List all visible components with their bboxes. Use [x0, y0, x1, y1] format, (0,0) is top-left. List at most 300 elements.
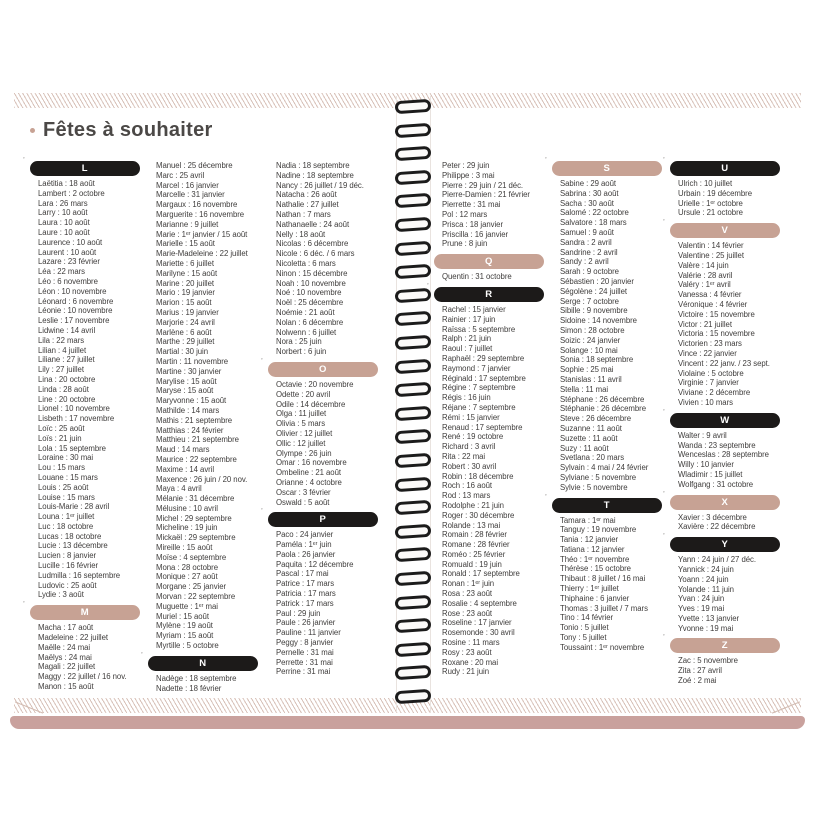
name-day-entry: Léonie : 10 novembre — [38, 306, 113, 316]
name-day-entry: Pol : 12 mars — [442, 209, 488, 219]
section-header-Q: Q — [434, 254, 544, 269]
spiral-coil — [395, 642, 432, 657]
name-day-entry: Myrtille : 5 octobre — [156, 641, 219, 651]
name-day-entry: Mireille : 15 août — [156, 543, 213, 553]
name-day-entry: Urbain : 19 décembre — [678, 188, 752, 198]
section-header-T: T — [552, 498, 662, 513]
name-day-entry: Valentin : 14 février — [678, 241, 744, 251]
name-day-entry: Maud : 14 mars — [156, 445, 210, 455]
section-header-W: W — [670, 413, 780, 428]
spiral-coil — [395, 571, 432, 586]
spiral-coil — [395, 429, 432, 444]
title-bullet-dot — [30, 128, 35, 133]
name-day-entry: Rosalie : 4 septembre — [442, 598, 517, 608]
name-day-entry: Sandy : 2 avril — [560, 257, 609, 267]
name-day-entry: Zac : 5 novembre — [678, 656, 738, 666]
name-day-entry: Loïs : 21 juin — [38, 433, 82, 443]
name-day-entry: Marcelle : 31 janvier — [156, 190, 225, 200]
name-day-entry: Ulrich : 10 juillet — [678, 179, 733, 188]
name-day-entry: Tatiana : 12 janvier — [560, 544, 625, 554]
section-header-L: L — [30, 161, 140, 176]
name-day-entry: Sabrina : 30 août — [560, 188, 619, 198]
section-R — [427, 281, 544, 302]
name-day-entry: Patricia : 17 mars — [276, 589, 336, 599]
section-U — [663, 156, 780, 176]
name-day-entry: Yves : 19 mai — [678, 604, 725, 614]
name-day-entry: Wenceslas : 28 septembre — [678, 450, 769, 460]
spiral-coil — [395, 689, 432, 704]
name-day-entry: Ninon : 15 décembre — [276, 268, 348, 278]
name-day-entry: Prisca : 18 janvier — [442, 219, 504, 229]
name-day-entry: Roseline : 17 janvier — [442, 618, 512, 628]
spiral-coil — [395, 406, 432, 421]
name-day-entry: Priscilla : 16 janvier — [442, 229, 509, 239]
name-day-entry: Thomas : 3 juillet / 7 mars — [560, 603, 648, 613]
name-day-entry: Yann : 24 juin / 27 déc. — [678, 555, 756, 565]
name-day-entry: Nicoletta : 6 mars — [276, 258, 336, 268]
name-day-entry: Matthieu : 21 septembre — [156, 435, 239, 445]
name-day-entry: Manon : 15 août — [38, 682, 94, 692]
name-day-entry: Pauline : 11 janvier — [276, 628, 341, 638]
name-day-entry: Yvan : 24 juin — [678, 594, 725, 604]
section-header-Z: Z — [670, 638, 780, 653]
name-day-entry: Rainier : 17 juin — [442, 314, 496, 324]
name-day-entry: Régine : 7 septembre — [442, 383, 516, 393]
section-P — [261, 507, 378, 527]
name-day-entry: Maya : 4 avril — [156, 484, 202, 494]
name-day-entry: Ronald : 17 septembre — [442, 569, 520, 579]
section-header-Y: Y — [670, 537, 780, 552]
name-day-entry: Thierry : 1ᵉʳ juillet — [560, 584, 619, 594]
section-T — [545, 492, 662, 513]
name-day-entry: Renaud : 17 septembre — [442, 422, 523, 432]
name-day-entry: Michel : 29 septembre — [156, 513, 232, 523]
name-day-entry: Perrette : 31 mai — [276, 657, 333, 667]
name-day-entry: Nolwenn : 6 juillet — [276, 327, 337, 337]
section-Q — [427, 249, 544, 269]
name-day-entry: Roch : 16 août — [442, 481, 493, 491]
name-day-entry: Noël : 25 décembre — [276, 298, 344, 308]
spiral-coil — [395, 358, 432, 373]
name-day-entry: Maëlys : 24 mai — [38, 652, 92, 662]
name-day-entry: Solange : 10 mai — [560, 345, 618, 355]
name-day-entry: Muriel : 15 août — [156, 611, 209, 621]
name-day-entry: Mona : 28 octobre — [156, 562, 218, 572]
column-4 — [427, 161, 544, 677]
name-day-entry: Tony : 5 juillet — [560, 633, 607, 643]
section-S — [545, 156, 662, 176]
name-day-entry: Wolfgang : 31 octobre — [678, 479, 754, 489]
name-day-entry: Léonard : 6 novembre — [38, 296, 114, 306]
name-day-entry: Lisbeth : 17 novembre — [38, 414, 115, 424]
spiral-coil — [395, 547, 432, 562]
name-day-entry: Tino : 14 février — [560, 613, 614, 623]
name-day-entry: Lara : 26 mars — [38, 198, 88, 208]
name-day-entry: Romain : 28 février — [442, 530, 507, 540]
name-day-entry: Lola : 15 septembre — [38, 443, 106, 453]
name-day-entry: Rodolphe : 21 juin — [442, 500, 504, 510]
right-page-edge — [430, 96, 431, 712]
name-day-entry: Marilyne : 15 août — [156, 268, 218, 278]
name-day-entry: Vincent : 22 janv. / 23 sept. — [678, 358, 770, 368]
name-day-entry: Natacha : 26 août — [276, 190, 337, 200]
section-header-X: X — [670, 495, 780, 510]
name-day-entry: Marjorie : 24 avril — [156, 317, 215, 327]
name-day-entry: Maxence : 26 juin / 20 nov. — [156, 474, 248, 484]
name-day-entry: Odette : 20 avril — [276, 389, 331, 399]
column-3 — [261, 161, 378, 677]
section-header-V: V — [670, 223, 780, 238]
name-day-entry: Marc : 25 avril — [156, 170, 205, 180]
name-day-entry: Léo : 6 novembre — [38, 276, 98, 286]
spiral-coil — [395, 382, 432, 397]
name-day-entry: Wladimir : 15 juillet — [678, 469, 743, 479]
name-day-entry: Réginald : 17 septembre — [442, 373, 526, 383]
name-day-entry: Olivier : 12 juillet — [276, 428, 333, 438]
left-page-edge — [396, 96, 397, 712]
name-day-entry: Marlène : 6 août — [156, 327, 212, 337]
name-day-entry: Richard : 3 avril — [442, 442, 496, 452]
name-day-entry: Olga : 11 juillet — [276, 409, 327, 419]
name-day-entry: Romuald : 19 juin — [442, 559, 502, 569]
section-tick-mark: ’ — [663, 532, 665, 542]
name-day-entry: Nelly : 18 août — [276, 229, 326, 239]
name-day-entry: Thiphaine : 6 janvier — [560, 593, 630, 603]
name-day-entry: Raoul : 7 juillet — [442, 344, 493, 354]
name-day-entry: Sébastien : 20 janvier — [560, 276, 634, 286]
section-header-S: S — [552, 161, 662, 176]
name-day-entry: Romane : 28 février — [442, 540, 510, 550]
name-day-entry: Tonio : 5 juillet — [560, 623, 609, 633]
spiral-coil — [395, 476, 432, 491]
name-day-entry: Lilian : 4 juillet — [38, 345, 87, 355]
name-day-entry: Sonia : 18 septembre — [560, 355, 634, 365]
name-day-entry: Lazare : 23 février — [38, 257, 100, 267]
name-day-entry: Maggy : 22 juillet / 16 nov. — [38, 672, 127, 682]
name-day-entry: Philippe : 3 mai — [442, 170, 495, 180]
name-day-entry: Viviane : 2 décembre — [678, 388, 751, 398]
spiral-coil — [395, 170, 432, 185]
name-day-entry: Zoé : 2 mai — [678, 676, 717, 686]
name-day-entry: Toussaint : 1ᵉʳ novembre — [560, 642, 645, 652]
section-V — [663, 218, 780, 238]
name-day-entry: Pierre : 29 juin / 21 déc. — [442, 180, 524, 190]
name-day-entry: Yvonne : 19 mai — [678, 623, 734, 633]
name-day-entry: Yannick : 24 juin — [678, 564, 734, 574]
name-day-entry: Stéphanie : 26 décembre — [560, 404, 646, 414]
name-day-entry: Louis : 25 août — [38, 482, 89, 492]
section-tick-mark: ’ — [663, 407, 665, 417]
name-day-entry: Sabine : 29 août — [560, 179, 616, 188]
name-day-entry: Mylène : 19 août — [156, 621, 213, 631]
name-day-entry: Wanda : 23 septembre — [678, 440, 756, 450]
name-day-entry: Nathanaelle : 24 août — [276, 219, 350, 229]
spiral-coil — [395, 240, 432, 255]
section-tick-mark: ’ — [427, 281, 429, 291]
name-day-entry: Lucas : 18 octobre — [38, 531, 102, 541]
name-day-entry: Xavière : 22 décembre — [678, 522, 756, 532]
name-day-entry: Moïse : 4 septembre — [156, 552, 227, 562]
section-header-U: U — [670, 161, 780, 176]
name-day-entry: Marie : 1ᵉʳ janvier / 15 août — [156, 229, 248, 239]
name-day-entry: Martine : 30 janvier — [156, 366, 222, 376]
name-day-entry: Rosine : 11 mars — [442, 638, 500, 648]
name-day-entry: Robert : 30 avril — [442, 461, 497, 471]
spiral-coil — [395, 122, 432, 137]
name-day-entry: Ludmilla : 16 septembre — [38, 570, 121, 580]
column-1 — [23, 156, 140, 692]
name-day-entry: Thibaut : 8 juillet / 16 mai — [560, 574, 646, 584]
name-day-entry: Luc : 18 octobre — [38, 521, 94, 531]
spiral-coil — [395, 193, 432, 208]
name-day-entry: Marcel : 16 janvier — [156, 180, 219, 190]
spiral-coil — [395, 335, 432, 350]
name-day-entry: Stéphane : 26 décembre — [560, 394, 645, 404]
section-Y — [663, 532, 780, 552]
name-day-entry: Paquita : 12 décembre — [276, 559, 354, 569]
name-day-entry: Pernelle : 31 mai — [276, 647, 334, 657]
name-day-entry: Rosa : 23 août — [442, 589, 493, 599]
name-day-entry: Nicole : 6 déc. / 6 mars — [276, 249, 355, 259]
name-day-entry: Noah : 10 novembre — [276, 278, 346, 288]
name-day-entry: Tanguy : 19 novembre — [560, 525, 637, 535]
name-day-entry: Madeleine : 22 juillet — [38, 633, 108, 643]
section-tick-mark: ’ — [23, 156, 25, 165]
name-day-entry: Rosy : 23 août — [442, 647, 492, 657]
name-day-entry: Manuel : 25 décembre — [156, 161, 233, 170]
spiral-coil — [395, 665, 432, 680]
name-day-entry: Nathalie : 27 juillet — [276, 200, 339, 210]
spiral-coil — [395, 311, 432, 326]
name-day-entry: Rachel : 15 janvier — [442, 304, 506, 314]
name-day-entry: Sylvie : 5 novembre — [560, 482, 628, 492]
name-day-entry: Marie-Madeleine : 22 juillet — [156, 249, 248, 259]
name-day-entry: Macha : 17 août — [38, 623, 94, 633]
name-day-entry: Léon : 10 novembre — [38, 286, 107, 296]
name-day-entry: Mathis : 21 septembre — [156, 415, 233, 425]
name-day-entry: Rolande : 13 mai — [442, 520, 501, 530]
section-header-R: R — [434, 287, 544, 302]
name-day-entry: Yolande : 11 juin — [678, 584, 734, 594]
name-day-entry: Martial : 30 juin — [156, 347, 209, 357]
section-header-O: O — [268, 362, 378, 377]
name-day-entry: Olympe : 26 juin — [276, 448, 332, 458]
name-day-entry: Paul : 29 juin — [276, 608, 321, 618]
name-day-entry: Loïc : 25 août — [38, 423, 85, 433]
name-day-entry: Pierrette : 31 mai — [442, 200, 501, 210]
name-day-entry: Stella : 11 mai — [560, 384, 609, 394]
name-day-entry: Lily : 27 juillet — [38, 365, 84, 375]
name-day-entry: Lucille : 16 février — [38, 561, 99, 571]
name-day-entry: Valéry : 1ᵉʳ avril — [678, 280, 731, 290]
name-day-entry: Rémi : 15 janvier — [442, 412, 500, 422]
name-day-entry: Maxime : 14 avril — [156, 464, 215, 474]
name-day-entry: Ollic : 12 juillet — [276, 438, 326, 448]
name-day-entry: Marion : 15 août — [156, 298, 212, 308]
name-day-entry: Salomé : 22 octobre — [560, 208, 629, 218]
name-day-entry: Louane : 15 mars — [38, 472, 98, 482]
section-Z — [663, 633, 780, 653]
section-tick-mark: ’ — [261, 356, 263, 366]
section-tick-mark: ’ — [23, 600, 25, 610]
spiral-coil — [395, 524, 432, 539]
name-day-entry: Salvatore : 18 mars — [560, 218, 627, 228]
name-day-entry: Mélanie : 31 décembre — [156, 494, 235, 504]
column-5 — [545, 156, 662, 653]
name-day-entry: Mario : 19 janvier — [156, 288, 215, 298]
name-day-entry: Ludovic : 25 août — [38, 580, 97, 590]
name-day-entry: Prune : 8 juin — [442, 239, 488, 249]
spiral-coil — [395, 594, 432, 609]
section-M — [23, 600, 140, 620]
name-day-entry: Martin : 11 novembre — [156, 356, 229, 366]
section-header-P: P — [268, 512, 378, 527]
name-day-entry: Steve : 26 décembre — [560, 414, 631, 424]
name-day-entry: Raïssa : 5 septembre — [442, 324, 516, 334]
section-O — [261, 356, 378, 377]
name-day-entry: Sarah : 9 octobre — [560, 267, 619, 277]
name-day-entry: Serge : 7 octobre — [560, 296, 619, 306]
name-day-entry: Raphaël : 29 septembre — [442, 353, 525, 363]
section-tick-mark: ’ — [545, 492, 547, 502]
name-day-entry: Marius : 19 janvier — [156, 307, 219, 317]
name-day-entry: Rod : 13 mars — [442, 491, 491, 501]
name-day-entry: Perrine : 31 mai — [276, 667, 331, 677]
spiral-coil — [395, 264, 432, 279]
name-day-entry: Maurice : 22 septembre — [156, 454, 237, 464]
name-day-entry: Matthias : 24 février — [156, 425, 224, 435]
spiral-coil — [395, 288, 432, 303]
name-day-entry: Nathan : 7 mars — [276, 209, 331, 219]
spiral-coil — [395, 217, 432, 232]
name-day-entry: Laure : 10 août — [38, 227, 90, 237]
name-day-entry: Virginie : 7 janvier — [678, 378, 739, 388]
name-day-entry: Sibille : 9 novembre — [560, 306, 628, 316]
name-day-entry: Marine : 20 juillet — [156, 278, 214, 288]
name-day-entry: Patrice : 17 mars — [276, 579, 335, 589]
name-day-entry: Zita : 27 avril — [678, 666, 722, 676]
name-day-entry: Larry : 10 août — [38, 208, 88, 218]
name-day-entry: Sophie : 25 mai — [560, 365, 614, 375]
name-day-entry: Victoire : 15 novembre — [678, 309, 755, 319]
name-day-entry: Magali : 22 juillet — [38, 662, 96, 672]
name-day-entry: Marylise : 15 août — [156, 376, 217, 386]
name-day-entry: Lou : 15 mars — [38, 463, 86, 473]
name-day-entry: Sidoine : 14 novembre — [560, 316, 637, 326]
name-day-entry: Valère : 14 juin — [678, 260, 729, 270]
name-day-entry: Roger : 30 décembre — [442, 510, 515, 520]
name-day-entry: Micheline : 19 juin — [156, 523, 218, 533]
name-day-entry: Mathilde : 14 mars — [156, 405, 220, 415]
name-day-entry: Ombeline : 21 août — [276, 468, 341, 478]
section-tick-mark: ’ — [663, 489, 665, 499]
name-day-entry: Maryvonne : 15 août — [156, 396, 227, 406]
section-N — [141, 650, 258, 671]
name-day-entry: Urielle : 1ᵉʳ octobre — [678, 198, 743, 208]
name-day-entry: Peter : 29 juin — [442, 161, 490, 170]
name-day-entry: Lucie : 13 décembre — [38, 541, 108, 551]
name-day-entry: Peggy : 8 janvier — [276, 638, 334, 648]
name-day-entry: Oswald : 5 août — [276, 497, 330, 507]
name-day-entry: Rita : 22 mai — [442, 451, 486, 461]
name-day-entry: Victoria : 15 novembre — [678, 329, 755, 339]
section-W — [663, 407, 780, 428]
name-day-entry: Nora : 25 juin — [276, 337, 322, 347]
name-day-entry: Sylviane : 5 novembre — [560, 472, 637, 482]
name-day-entry: Marthe : 29 juillet — [156, 337, 215, 347]
name-day-entry: Samuel : 9 août — [560, 227, 614, 237]
name-day-entry: Laëtitia : 18 août — [38, 179, 95, 188]
name-day-entry: Nolan : 6 décembre — [276, 317, 344, 327]
name-day-entry: Louis-Marie : 28 avril — [38, 502, 110, 512]
name-day-entry: Valérie : 28 avril — [678, 270, 733, 280]
name-day-entry: Stanislas : 11 avril — [560, 374, 622, 384]
name-day-entry: Robin : 18 décembre — [442, 471, 514, 481]
name-day-entry: Paule : 26 janvier — [276, 618, 336, 628]
name-day-entry: Oscar : 3 février — [276, 487, 331, 497]
name-day-entry: Marianne : 9 juillet — [156, 219, 219, 229]
column-2 — [141, 161, 258, 693]
name-day-entry: Morgane : 25 janvier — [156, 582, 227, 592]
name-day-entry: Roxane : 20 mai — [442, 657, 499, 667]
column-6 — [663, 156, 780, 686]
name-day-entry: Lucien : 8 janvier — [38, 551, 97, 561]
name-day-entry: Ségolène : 24 juillet — [560, 286, 628, 296]
name-day-entry: Odile : 14 décembre — [276, 399, 346, 409]
name-day-entry: Vanessa : 4 février — [678, 290, 742, 300]
name-day-entry: Nadine : 18 septembre — [276, 170, 354, 180]
name-day-entry: Rose : 23 août — [442, 608, 493, 618]
section-L — [23, 156, 140, 176]
name-day-entry: Norbert : 6 juin — [276, 347, 327, 357]
name-day-entry: Lidwine : 14 avril — [38, 325, 96, 335]
section-header-M: M — [30, 605, 140, 620]
name-day-entry: Marielle : 15 août — [156, 239, 215, 249]
name-day-entry: Walter : 9 avril — [678, 430, 727, 440]
name-day-entry: Soizic : 24 janvier — [560, 335, 621, 345]
name-day-entry: Olivia : 5 mars — [276, 419, 326, 429]
name-day-entry: Raymond : 7 janvier — [442, 363, 511, 373]
name-day-entry: Patrick : 17 mars — [276, 598, 334, 608]
name-day-entry: Rudy : 21 juin — [442, 667, 489, 677]
name-day-entry: Maëlle : 24 mai — [38, 642, 91, 652]
name-day-entry: Victor : 21 juillet — [678, 319, 732, 329]
name-day-entry: Orianne : 4 octobre — [276, 477, 342, 487]
name-day-entry: Véronique : 4 février — [678, 299, 748, 309]
name-day-entry: Roméo : 25 février — [442, 549, 506, 559]
name-day-entry: Louna : 1ᵉʳ juillet — [38, 512, 95, 522]
name-day-entry: Monique : 27 août — [156, 572, 218, 582]
name-day-entry: Line : 20 octobre — [38, 394, 96, 404]
name-day-entry: Lambert : 2 octobre — [38, 188, 105, 198]
name-day-entry: Noémie : 21 août — [276, 307, 335, 317]
name-day-entry: Rosemonde : 30 avril — [442, 628, 515, 638]
name-day-entry: Marguerite : 16 novembre — [156, 209, 245, 219]
name-day-entry: Tania : 12 janvier — [560, 535, 619, 545]
name-day-entry: Maryse : 15 août — [156, 386, 214, 396]
name-day-entry: Ralph : 21 juin — [442, 334, 492, 344]
section-header-N: N — [148, 656, 258, 671]
spiral-coil — [395, 146, 432, 161]
name-day-entry: Réjane : 7 septembre — [442, 402, 516, 412]
name-day-entry: Léa : 22 mars — [38, 267, 86, 277]
name-day-entry: Laurent : 10 août — [38, 247, 97, 257]
name-day-entry: Svetlana : 20 mars — [560, 453, 625, 463]
name-day-entry: Myriam : 15 août — [156, 631, 214, 641]
name-day-entry: Linda : 28 août — [38, 384, 89, 394]
name-day-entry: Omar : 16 novembre — [276, 458, 347, 468]
name-day-entry: Louise : 15 mars — [38, 492, 95, 502]
